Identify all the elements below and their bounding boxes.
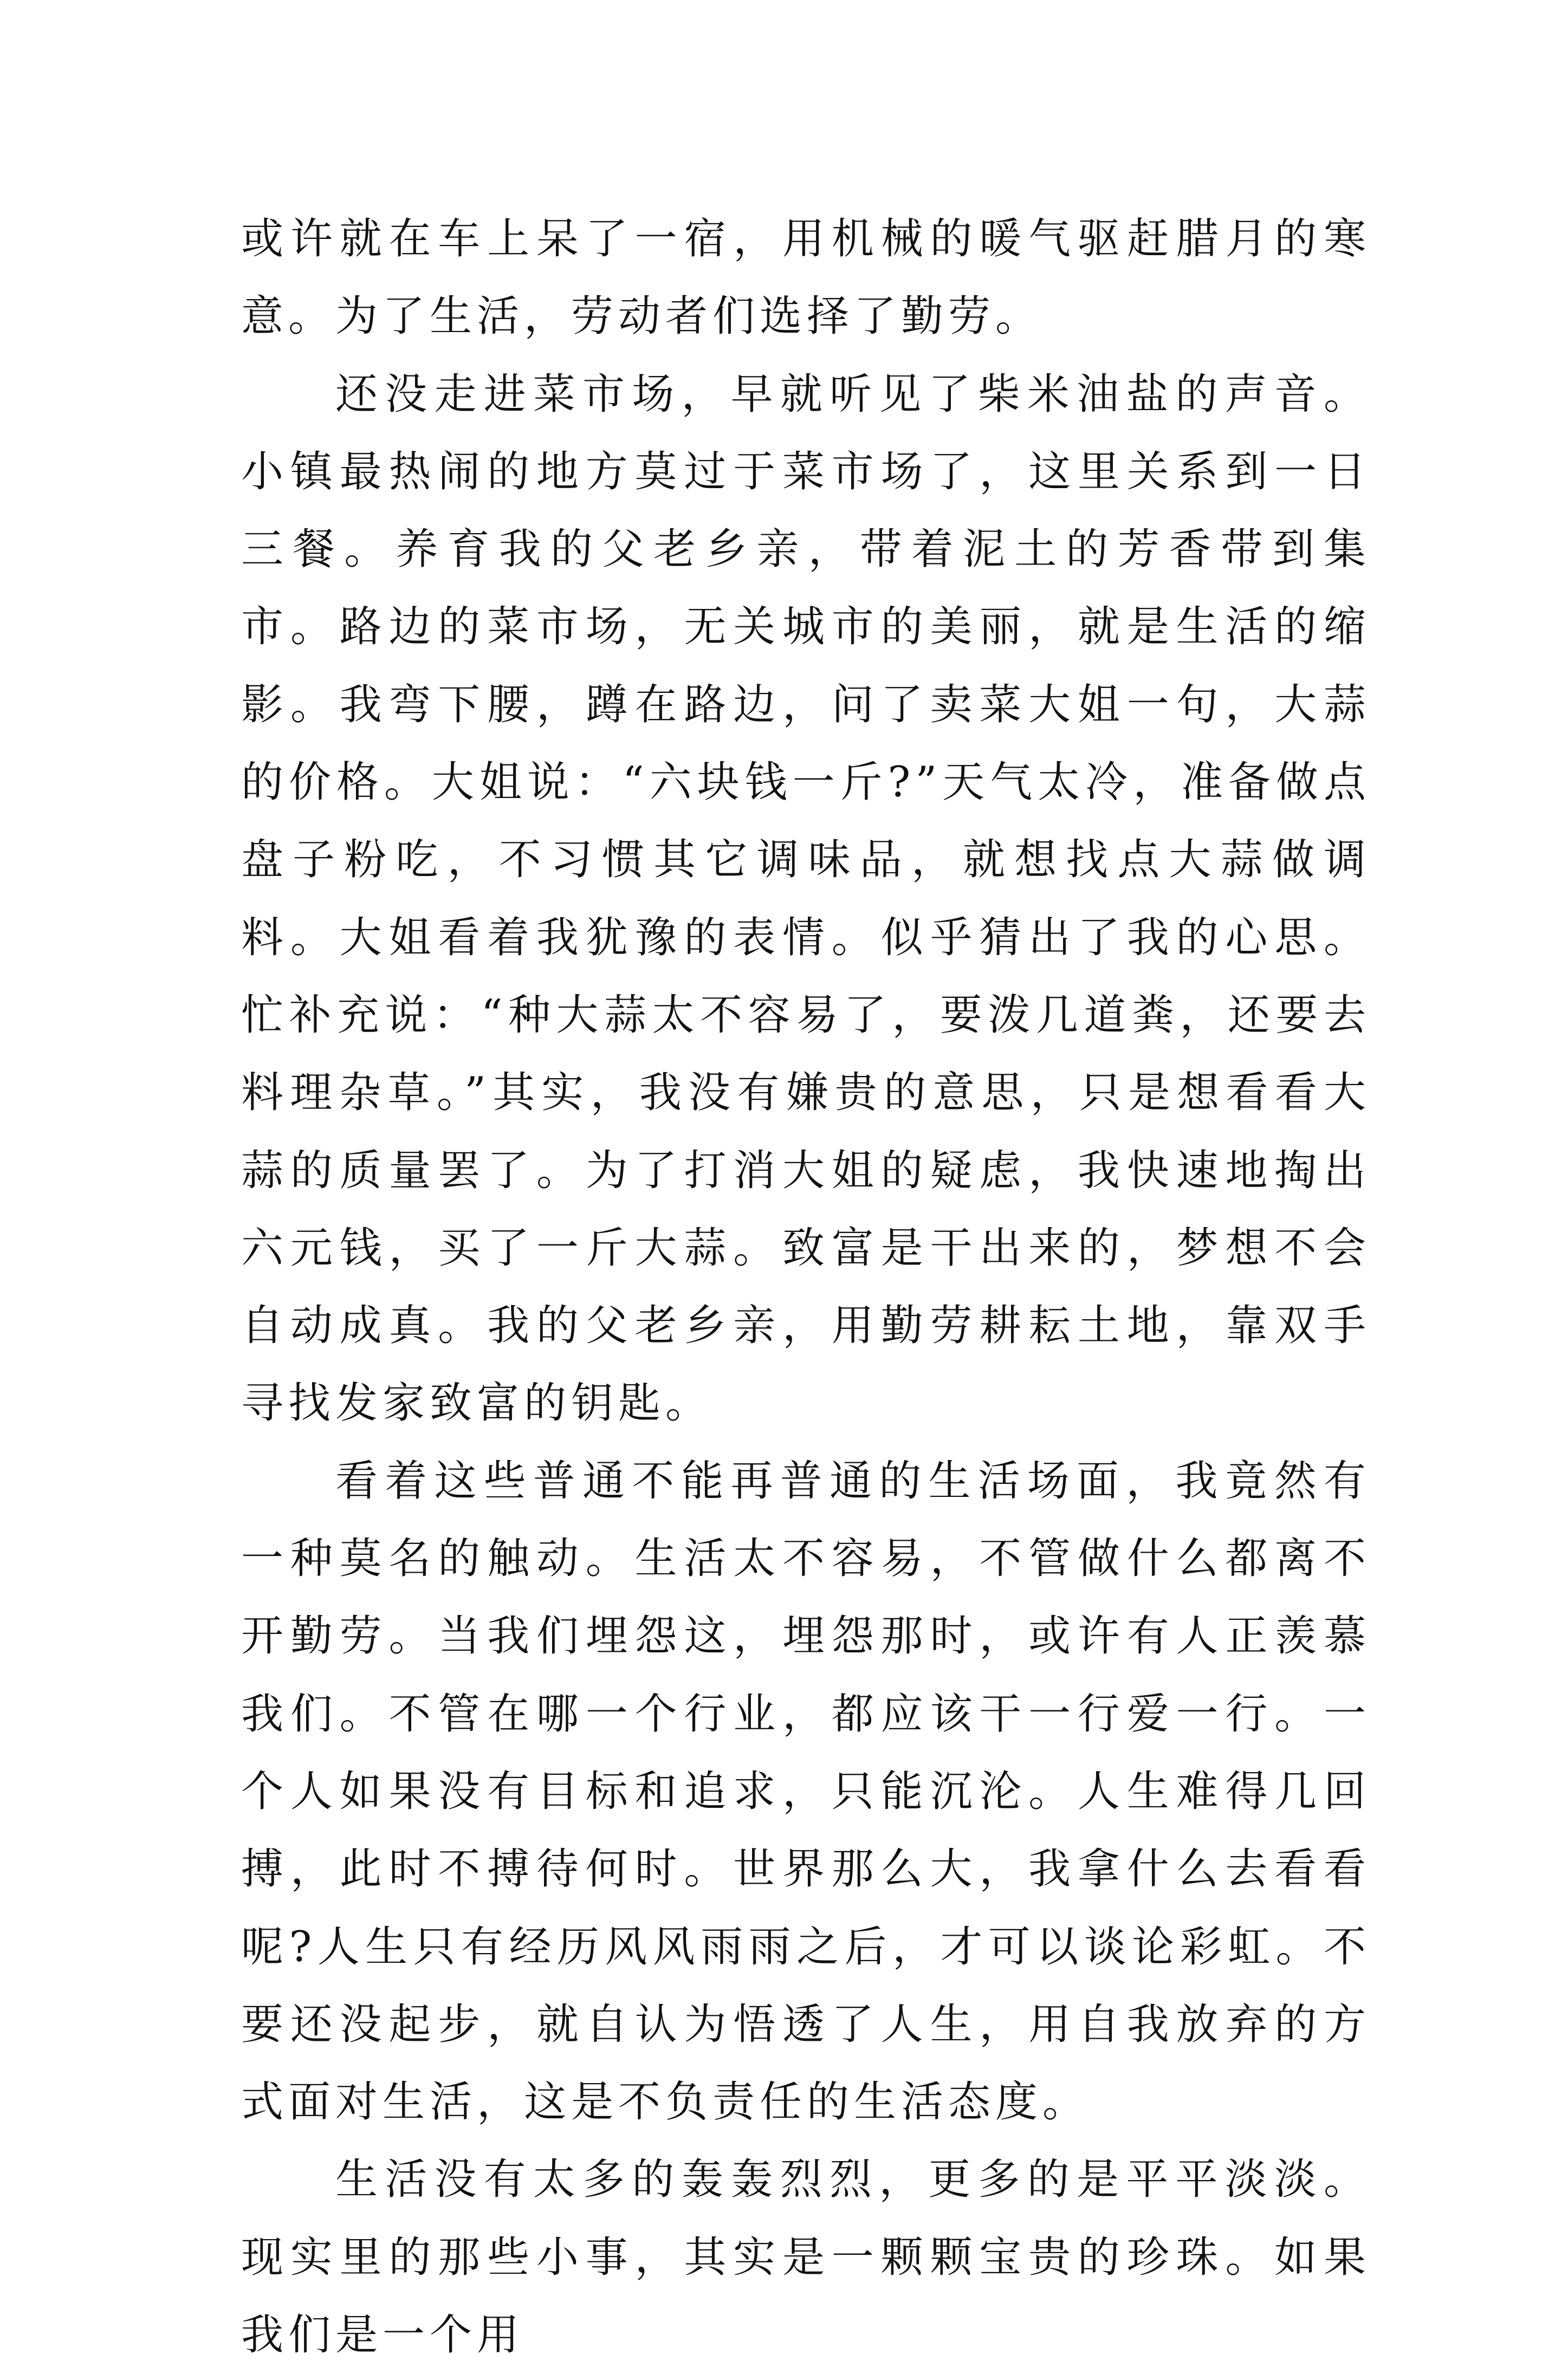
paragraph-2: 还没走进菜市场，早就听见了柴米油盐的声音。小镇最热闹的地方莫过于菜市场了，这里关系到一日三餐。养育我的父老乡亲，带着泥土的芳香带到集市。路边的菜市场，无关城市的美丽，就是生活的缩影。我弯下腰，蹲在路边，问了卖菜大姐一句，大蒜的价格。大姐说：“六块钱一斤?”天气太冷，准备做点盘子粉吃，不习惯其它调味品，就想找点大蒜做调料。大姐看着我犹豫的表情。似乎猜出了我的心思。忙补充说：“种大蒜太不容易了，要泼几道粪，还要去料理杂草。”其实，我没有嫌贵的意思，只是想看看大蒜的质量罢了。为了打消大姐的疑虑，我快速地掏出六元钱，买了一斤大蒜。致富是干出来的，梦想不会自动成真。我的父老乡亲，用勤劳耕耘土地，靠双手寻找发家致富的钥匙。 xyxy=(241,369,1371,1428)
paragraph-1: 或许就在车上呆了一宿，用机械的暖气驱赶腊月的寒意。为了生活，劳动者们选择了勤劳。 xyxy=(241,215,1371,341)
paragraph-3: 看着这些普通不能再普通的生活场面，我竟然有一种莫名的触动。生活太不容易，不管做什么都离不开勤劳。当我们埋怨这，埋怨那时，或许有人正羡慕我们。不管在哪一个行业，都应该干一行爱一行。一个人如果没有目标和追求，只能沉沦。人生难得几回搏，此时不搏待何时。世界那么大，我拿什么去看看呢?人生只有经历风风雨雨之后，才可以谈论彩虹。不要还没起步，就自认为悟透了人生，用自我放弃的方式面对生活，这是不负责任的生活态度。 xyxy=(241,1456,1371,2127)
body-text xyxy=(241,200,1371,2374)
paragraph-4: 生活没有太多的轰轰烈烈，更多的是平平淡淡。现实里的那些小事，其实是一颗颗宝贵的珍珠。如果我们是一个用 xyxy=(241,2155,1371,2360)
